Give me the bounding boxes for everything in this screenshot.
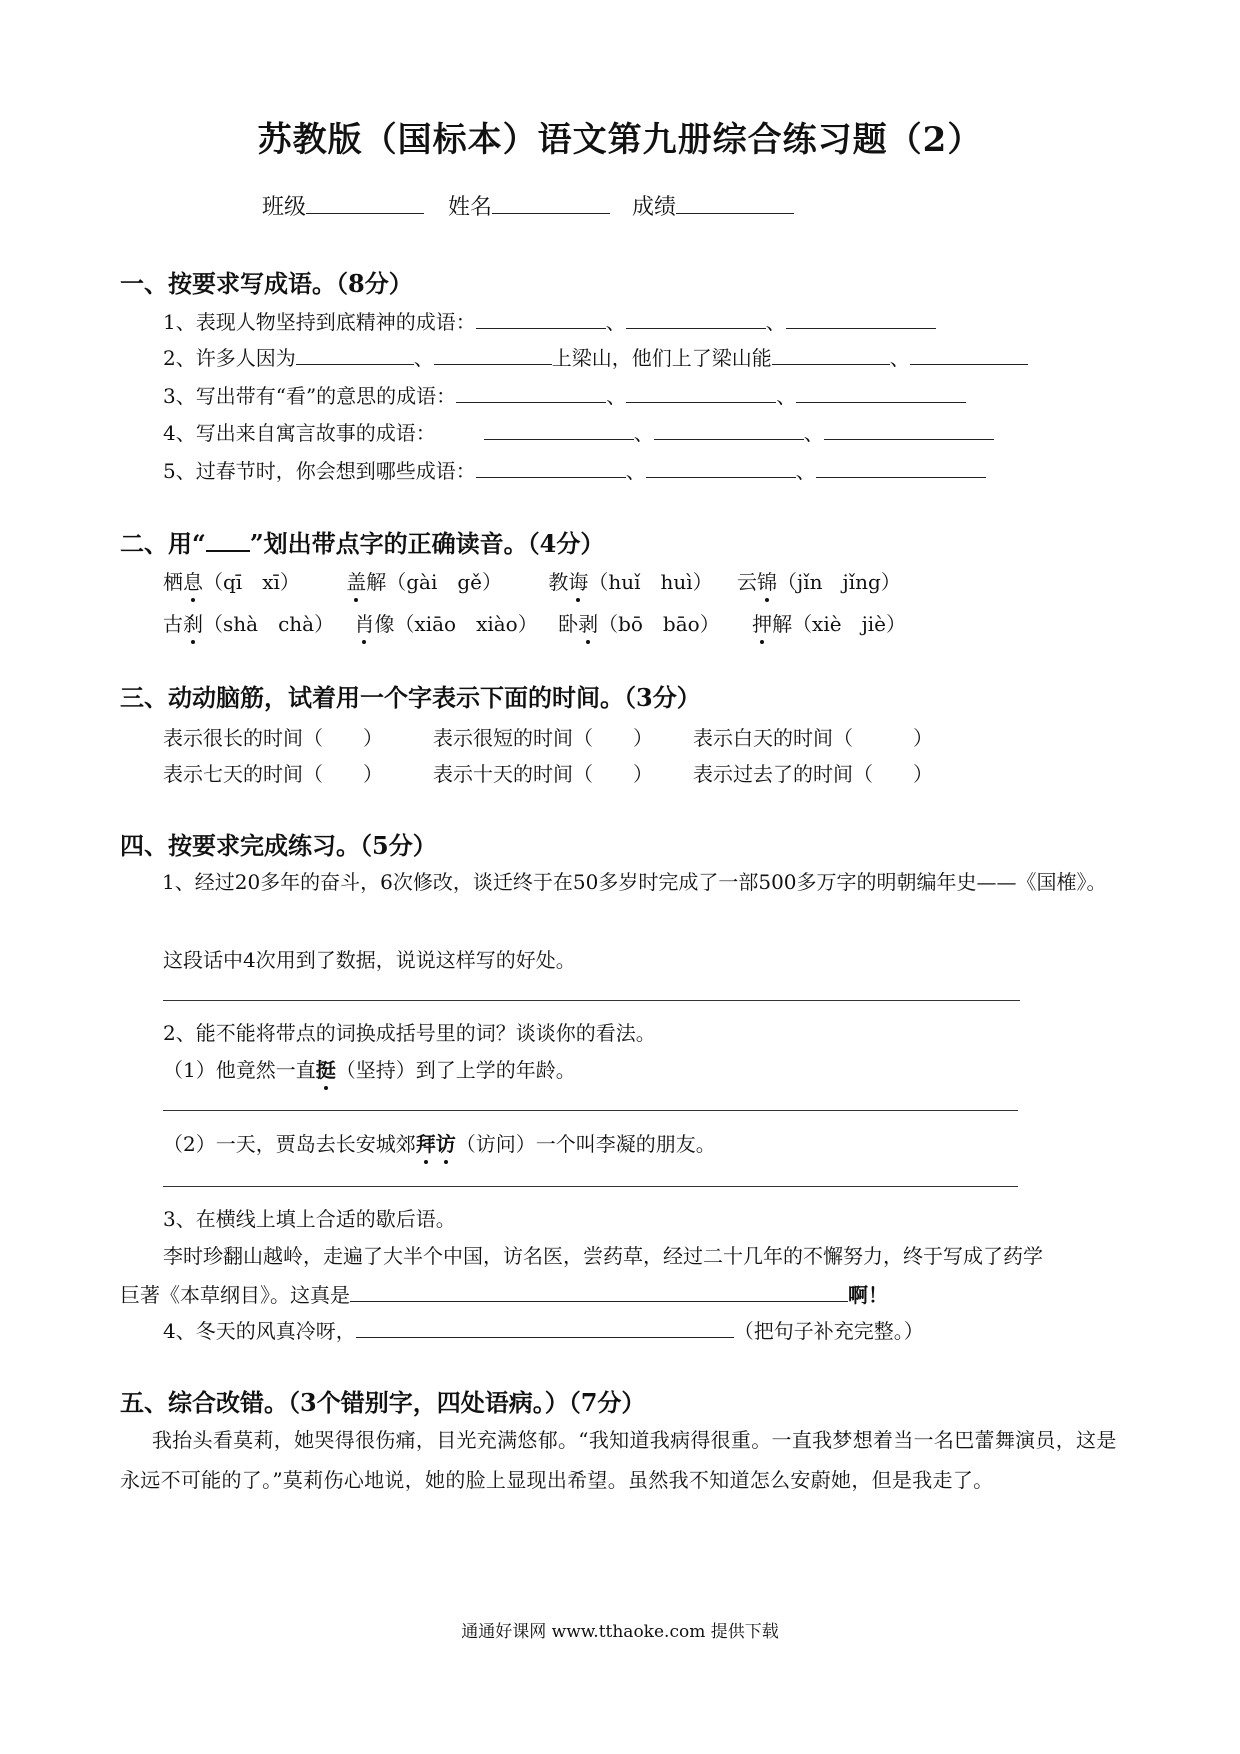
section-4-heading: 四、按要求完成练习。（5分） — [120, 831, 437, 860]
s2-heading-part-2: ”划出带点字的正确读音。（4分） — [249, 529, 605, 558]
s1-q1-text: 1、表现人物坚持到底精神的成语： — [163, 310, 476, 334]
s2-word-1: 栖息（qī xī） — [163, 570, 300, 594]
s1-item-2 — [163, 342, 1028, 371]
score-blank[interactable] — [676, 212, 794, 214]
page-title: 苏教版（国标本）语文第九册综合练习题（2） — [257, 120, 983, 160]
separator: 、 — [795, 459, 816, 483]
s3-item-6: 表示过去了的时间（ ） — [693, 762, 933, 786]
s2-row-1 — [163, 566, 901, 595]
s4-q2-prompt: 2、能不能将带点的词换成括号里的词？谈谈你的看法。 — [163, 1021, 656, 1045]
answer-blank[interactable] — [476, 476, 626, 478]
s2-word-7: 卧剥（bō bāo） — [558, 612, 720, 636]
answer-blank[interactable] — [772, 363, 890, 365]
answer-line[interactable] — [163, 1110, 1018, 1111]
underline-sample — [206, 549, 250, 552]
separator: 、 — [765, 310, 786, 334]
s3-item-3: 表示白天的时间（ ） — [693, 726, 933, 750]
separator: 、 — [803, 421, 824, 445]
s3-item-2: 表示很短的时间（ ） — [433, 726, 653, 750]
answer-blank[interactable] — [626, 327, 766, 329]
s4-q2-item-2: （2）一天，贾岛去长安城郊拜访（访问）一个叫李凝的朋友。 — [163, 1128, 716, 1157]
class-blank[interactable] — [306, 212, 424, 214]
answer-line[interactable] — [163, 1000, 1020, 1001]
s4-q3-passage-1: 李时珍翻山越岭，走遍了大半个中国，访名医，尝药草，经过二十几年的不懈努力，终于写成了药学 — [163, 1244, 1043, 1268]
name-field — [448, 190, 610, 221]
separator: 、 — [606, 384, 627, 408]
score-label: 成绩 — [632, 195, 677, 220]
s2-word-8: 押解（xiè jiè） — [752, 612, 906, 636]
section-3-heading: 三、动动脑筋，试着用一个字表示下面的时间。（3分） — [120, 683, 701, 712]
s2-word-6: 肖像（xiāo xiào） — [354, 612, 537, 636]
separator: 、 — [605, 310, 626, 334]
s4-q3-passage-2: 巨著《本草纲目》。这真是 啊！ — [120, 1283, 888, 1307]
answer-blank[interactable] — [350, 1300, 848, 1302]
s1-item-1 — [163, 306, 936, 335]
separator: 、 — [633, 421, 654, 445]
s2-heading-part-1: 二、用“ — [120, 529, 206, 558]
s2-row-2 — [163, 608, 906, 637]
s4-q2-item-1: （1）他竟然一直挺（坚持）到了上学的年龄。 — [163, 1054, 576, 1083]
s3-item-4: 表示七天的时间（ ） — [163, 762, 383, 786]
answer-line[interactable] — [163, 1186, 1018, 1187]
class-field — [262, 190, 424, 221]
s2-word-2: 盖解（gài gě） — [346, 570, 502, 594]
answer-blank[interactable] — [456, 401, 606, 403]
answer-blank[interactable] — [434, 363, 552, 365]
answer-blank[interactable] — [484, 438, 634, 440]
s1-item-3 — [163, 380, 966, 409]
s5-passage: 我抬头看莫莉，她哭得很伤痛，目光充满悠郁。“我知道我病得很重。一直我梦想着当一名巴蕾舞演员，这是永远不可能的了。”莫莉伤心地说，她的脸上显现出希望。虽然我不知道怎么安蔚她，但是我走了。 — [120, 1428, 1117, 1492]
s4-q4: 4、冬天的风真冷呀， （把句子补充完整。） — [163, 1319, 924, 1343]
separator: 、 — [776, 384, 797, 408]
answer-blank[interactable] — [476, 327, 606, 329]
answer-blank[interactable] — [296, 363, 414, 365]
score-field — [632, 190, 794, 221]
s3-item-5: 表示十天的时间（ ） — [433, 762, 653, 786]
s4-q3-prompt: 3、在横线上填上合适的歇后语。 — [163, 1207, 456, 1231]
answer-blank[interactable] — [356, 1336, 734, 1338]
separator: 、 — [413, 346, 434, 370]
s4-q1-passage: 1、经过20多年的奋斗，6次修改，谈迁终于在50多岁时完成了一部500多万字的明朝编年史——《国榷》。 — [162, 870, 1107, 894]
footer-credit: 通通好课网 www.tthaoke.com 提供下载 — [461, 1622, 779, 1642]
section-2-heading — [120, 524, 604, 559]
name-label: 姓名 — [448, 195, 493, 220]
answer-blank[interactable] — [796, 401, 966, 403]
name-blank[interactable] — [492, 212, 610, 214]
answer-blank[interactable] — [816, 476, 986, 478]
s1-item-5 — [163, 455, 986, 484]
s3-item-1: 表示很长的时间（ ） — [163, 726, 383, 750]
answer-blank[interactable] — [824, 438, 994, 440]
section-5-heading: 五、综合改错。（3个错别字，四处语病。）（7分） — [120, 1388, 646, 1417]
answer-blank[interactable] — [786, 327, 936, 329]
answer-blank[interactable] — [626, 401, 776, 403]
s2-word-5: 古刹（shà chà） — [163, 612, 334, 636]
s2-word-3: 教诲（huǐ huì） — [548, 570, 712, 594]
s1-q2-text-2: 上梁山，他们上了梁山能 — [551, 346, 772, 370]
separator: 、 — [889, 346, 910, 370]
section-1-heading: 一、按要求写成语。（8分） — [120, 269, 413, 298]
s1-q5-text: 5、过春节时，你会想到哪些成语： — [163, 459, 476, 483]
s1-q4-text: 4、写出来自寓言故事的成语： — [163, 421, 436, 445]
s2-word-4: 云锦（jǐn jǐng） — [737, 570, 901, 594]
separator: 、 — [625, 459, 646, 483]
s4-q1-prompt: 这段话中4次用到了数据，说说这样写的好处。 — [163, 948, 576, 972]
s1-q3-text: 3、写出带有“看”的意思的成语： — [163, 384, 457, 408]
s1-item-4 — [163, 417, 994, 446]
answer-blank[interactable] — [910, 363, 1028, 365]
answer-blank[interactable] — [646, 476, 796, 478]
s1-q2-text: 2、许多人因为 — [163, 346, 296, 370]
answer-blank[interactable] — [654, 438, 804, 440]
class-label: 班级 — [262, 195, 307, 220]
